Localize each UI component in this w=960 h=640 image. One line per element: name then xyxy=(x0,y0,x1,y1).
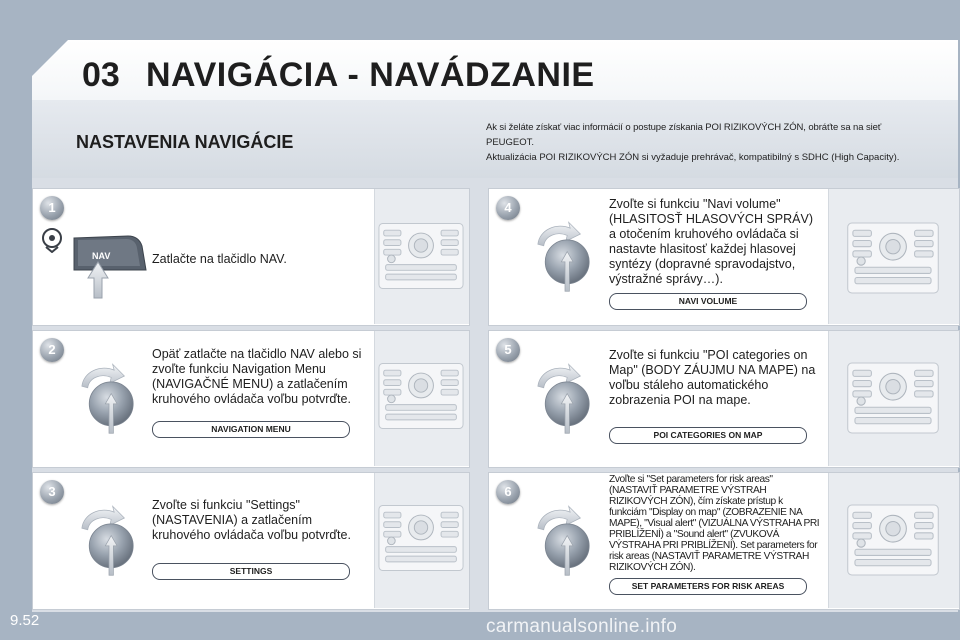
step-3-text: Zvoľte si funkciu "Settings" (NASTAVENIA) a zatlačením kruhového ovládača voľbu potvrďte. xyxy=(152,498,351,542)
step-4-text: Zvoľte si funkciu "Navi volume" (HLASITOSŤ HLASOVÝCH SPRÁV) a otočením kruhového ovládača si nastavte hlasitosť každej hlasovej syntézy (dopravné spravodajstvo, výstražné správy…). xyxy=(609,197,813,286)
nav-key-label: NAV xyxy=(92,251,111,261)
step-6-text: Zvoľte si "Set parameters for risk areas" (NASTAVIŤ PARAMETRE VÝSTRAH RIZIKOVÝCH ZÓN), čím získate prístup k funkciám "Display on map" (ZOBRAZENIE NA MAPE), "Visual alert" (VIZUÁLNA VÝSTRAHA PRI PRIBLÍŽENÍ) a "Sound alert" (ZVUKOVÁ VÝSTRAHA PRI PRIBLÍŽENÍ). Set parameters for risk areas (NASTAVIŤ PARAMETRE VÝSTRAH RIZIKOVÝCH ZÓN). xyxy=(609,474,820,573)
step-1-text: Zatlačte na tlačidlo NAV. xyxy=(152,252,287,266)
step-5-text: Zvoľte si funkciu "POI categories on Map" (BODY ZÁUJMU NA MAPE) na voľbu stáleho automatického zobrazenia POI na mape. xyxy=(609,348,816,407)
watermark: carmanualsonline.info xyxy=(486,616,678,637)
step-3-number: 3 xyxy=(40,480,64,504)
rotary-knob-icon xyxy=(532,214,598,298)
section-title: NASTAVENIA NAVIGÁCIE xyxy=(76,132,294,152)
step-5-menu-label: POI CATEGORIES ON MAP xyxy=(609,427,807,444)
step-1-number: 1 xyxy=(40,196,64,220)
rotary-knob-icon xyxy=(532,356,598,440)
step-4-number: 4 xyxy=(496,196,520,220)
gps-pin-icon xyxy=(40,227,64,253)
page-number: 9.52 xyxy=(10,612,40,629)
nav-key-icon xyxy=(70,226,150,300)
page-curl xyxy=(32,40,68,76)
radio-unit-icon xyxy=(378,362,464,430)
radio-unit-icon xyxy=(838,504,948,576)
radio-unit-icon xyxy=(838,222,948,294)
rotary-knob-icon xyxy=(76,356,142,440)
info-line-2: PEUGEOT. xyxy=(486,137,535,148)
info-line-3: Aktualizácia POI RIZIKOVÝCH ZÓN si vyžaduje prehrávač, kompatibilný s SDHC (High Capacity). xyxy=(486,152,900,163)
step-5-number: 5 xyxy=(496,338,520,362)
step-6-number: 6 xyxy=(496,480,520,504)
step-2-menu-label: NAVIGATION MENU xyxy=(152,421,350,438)
radio-unit-icon xyxy=(378,222,464,290)
step-6-menu-label: SET PARAMETERS FOR RISK AREAS xyxy=(609,578,807,595)
radio-unit-icon xyxy=(378,504,464,572)
rotary-knob-icon xyxy=(532,498,598,582)
step-4-menu-label: NAVI VOLUME xyxy=(609,293,807,310)
info-note xyxy=(486,120,936,165)
rotary-knob-icon xyxy=(76,498,142,582)
step-2-text: Opäť zatlačte na tlačidlo NAV alebo si zvoľte funkciu Navigation Menu (NAVIGAČNÉ MENU) a zatlačením kruhového ovládača voľbu potvrďte. xyxy=(152,347,362,406)
chapter-number: 03 xyxy=(82,56,120,94)
radio-unit-icon xyxy=(838,362,948,434)
step-3-menu-label: SETTINGS xyxy=(152,563,350,580)
info-line-1: Ak si želáte získať viac informácií o postupe získania POI RIZIKOVÝCH ZÓN, obráťte sa na sieť xyxy=(486,122,882,133)
step-2-number: 2 xyxy=(40,338,64,362)
page-title: NAVIGÁCIA - NAVÁDZANIE xyxy=(146,56,595,94)
